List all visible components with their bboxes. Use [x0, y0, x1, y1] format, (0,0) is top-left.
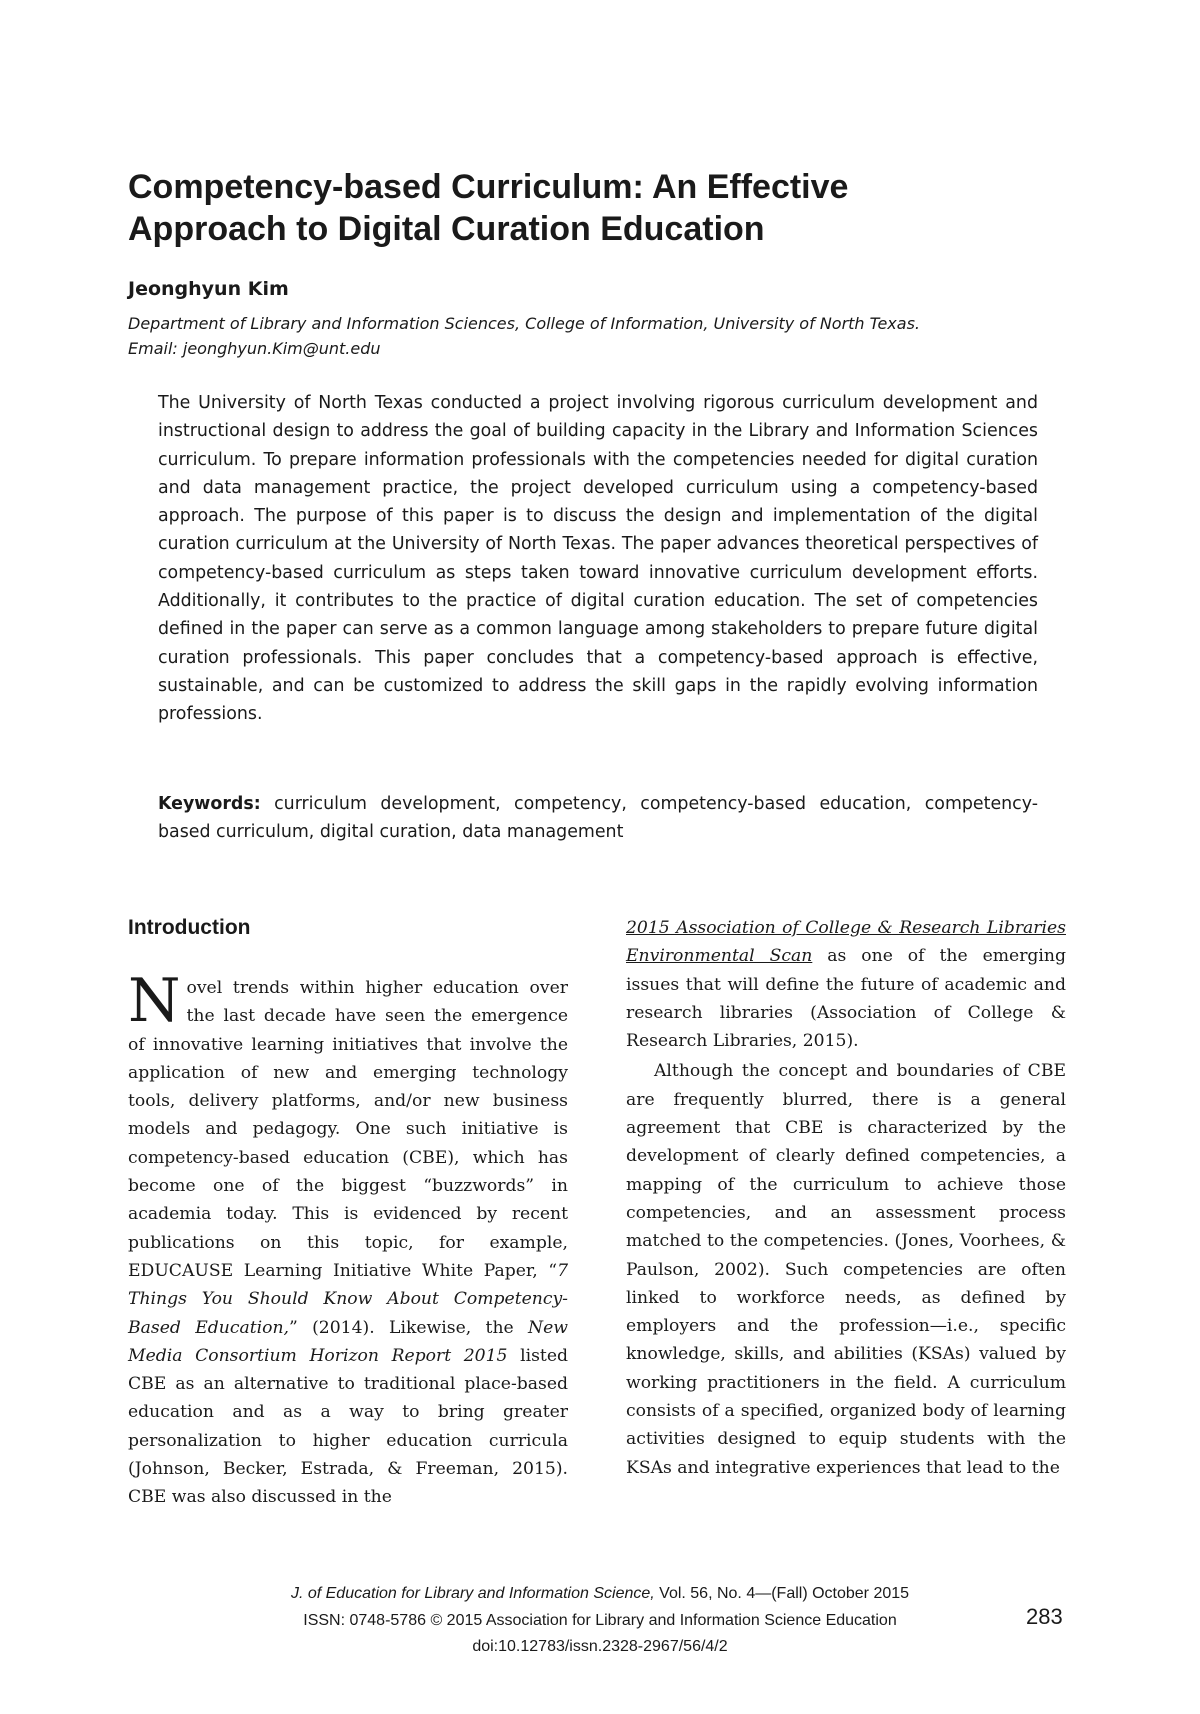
author-affiliation [128, 311, 1088, 361]
intro-paragraph-1 [128, 966, 568, 1512]
section-heading-introduction: Introduction [128, 916, 251, 939]
footer-journal-name: J. of Education for Library and Information Science, [290, 1585, 655, 1602]
author-name: Jeonghyun Kim [128, 278, 289, 300]
page-number: 283 [1026, 1604, 1063, 1629]
title-line-1: Competency-based Curriculum: An Effective [128, 168, 849, 206]
intro-text-d: as one of the emerging issues that will define the future of academic and research libraries (Association of College & Research Libraries, 2015). [626, 946, 1066, 1052]
title-line-2: Approach to Digital Curation Education [128, 210, 765, 248]
left-column [128, 966, 568, 1512]
footer-doi: doi:10.12783/issn.2328-2967/56/4/2 [472, 1638, 728, 1655]
right-column [626, 914, 1066, 1482]
intro-paragraph-1-cont [626, 914, 1066, 1055]
drop-cap: N [128, 966, 181, 1036]
intro-paragraph-2: Although the concept and boundaries of CBE are frequently blurred, there is a general agreement that CBE is characterized by the development of clearly defined competencies, a mapping of the curriculum to achieve those competencies, and an assessment process matched to the competencies. (Jones, Voorhees, & Paulson, 2002). Such competencies are often linked to workforce needs, as defined by employers and the profession—i.e., specific knowledge, skills, and abilities (KSAs) valued by working practitioners in the field. A curriculum consists of a specified, organized body of learning activities designed to equip students with the KSAs and integrative experiences that lead to the [626, 1061, 1066, 1478]
intro-text-c: listed CBE as an alternative to traditional place-based education and as a way to bring greater personalization to higher education curricula (Johnson, Becker, Estrada, & Freeman, 2015). CBE was also discussed in the [128, 1345, 568, 1508]
intro-citation-educause: 7 Things You Should Know About Competency-Based Education, [128, 1260, 568, 1338]
keywords [158, 790, 1038, 846]
intro-citation-horizon: New Media Consortium Horizon Report 2015 [128, 1317, 568, 1366]
intro-text-a: ovel trends within higher education over the last decade have seen the emergence of innovative learning initiatives that involve the application of new and emerging technology tools, delivery platforms, and/or new business models and pedagogy. One such initiative is competency-based education (CBE), which has become one of the biggest “buzzwords” in academia today. This is evidenced by recent publications on this topic, for example, EDUCAUSE Learning Initiative White Paper, “ [128, 978, 568, 1281]
affiliation-text: Department of Library and Information Sciences, College of Information, University of North Texas. [128, 314, 920, 333]
author-email: Email: jeonghyun.Kim@unt.edu [128, 339, 381, 358]
intro-text-b: ” (2014). Likewise, the [288, 1317, 529, 1338]
footer-volume: Vol. 56, No. 4—(Fall) October 2015 [654, 1585, 910, 1602]
intro-citation-acrl: 2015 Association of College & Research Libraries Environmental Scan [626, 918, 1066, 967]
abstract: The University of North Texas conducted a project involving rigorous curriculum development and instructional design to address the goal of building capacity in the Library and Information Sciences curriculum. To prepare information professionals with the competencies needed for digital curation and data management practice, the project developed curriculum using a competency-based approach. The purpose of this paper is to discuss the design and implementation of the digital curation curriculum at the University of North Texas. The paper advances theoretical perspectives of competency-based curriculum as steps taken toward innovative curriculum development efforts. Additionally, it contributes to the practice of digital curation education. The set of competencies defined in the paper can serve as a common language among stakeholders to prepare future digital curation professionals. This paper concludes that a competency-based approach is effective, sustainable, and can be customized to address the skill gaps in the rapidly evolving information professions. [158, 393, 1038, 725]
footer-journal-line [0, 1584, 1200, 1604]
paper-title [128, 166, 1088, 250]
footer-issn: ISSN: 0748-5786 © 2015 Association for Library and Information Science Education [303, 1612, 897, 1629]
keywords-label: Keywords: [158, 794, 261, 814]
keywords-text: curriculum development, competency, competency-based education, competency-based curriculum, digital curation, data management [158, 794, 1038, 842]
